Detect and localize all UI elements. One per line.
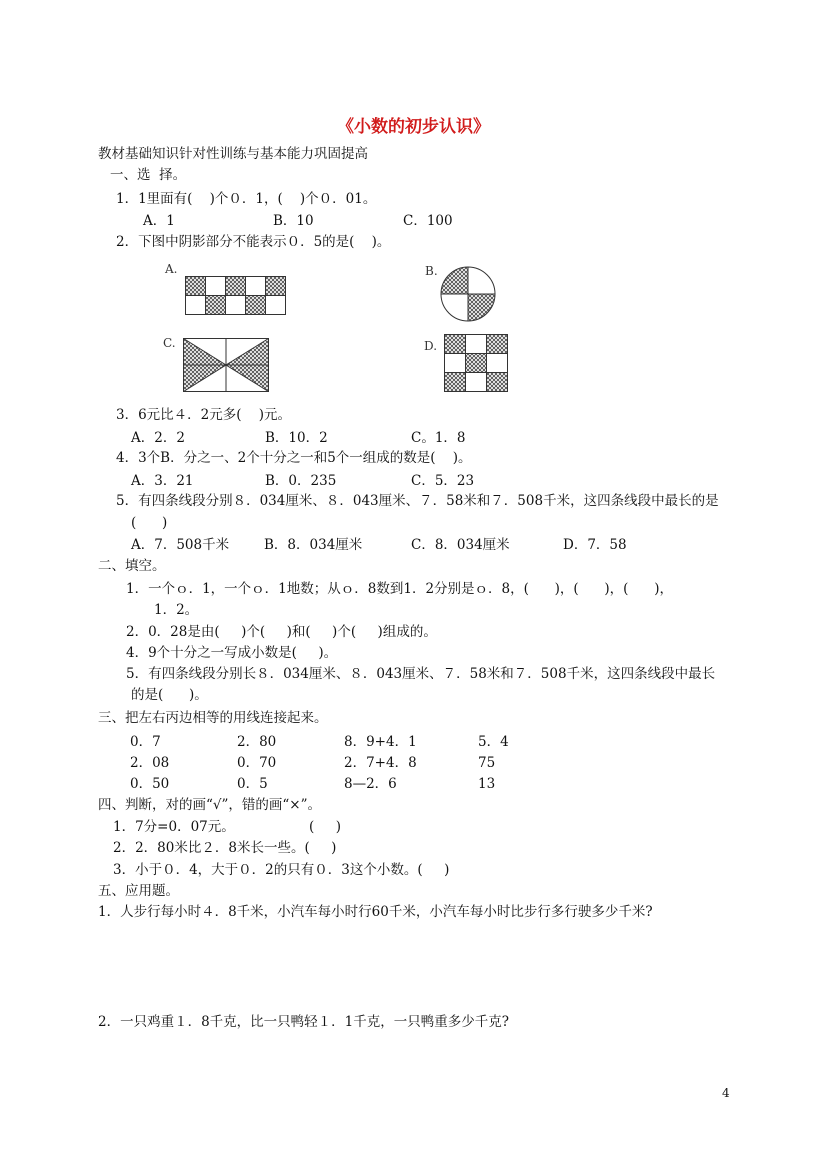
page-title: 《小数的初步认识》 xyxy=(337,117,490,137)
question-2-1-cont: 1．2。 xyxy=(154,602,199,618)
q1-1-option-c: C．100 xyxy=(403,213,453,229)
match-cell: 2．08 xyxy=(130,755,170,771)
question-1-5: 5．有四条线段分别８．034厘米、８．043厘米、７．58米和７．508千米，这四条线段中最长的是 xyxy=(116,493,719,509)
section1-heading: 一、选 择。 xyxy=(110,167,187,183)
match-cell: 8—2．6 xyxy=(344,776,397,792)
section5-heading: 五、应用题。 xyxy=(98,883,179,899)
q1-5-option-b: B．8．034厘米 xyxy=(264,537,363,553)
question-1-4: 4．3个B．分之一、2个十分之一和5个一组成的数是( )。 xyxy=(116,450,472,466)
match-cell: 0．5 xyxy=(237,776,268,792)
question-1-1: 1．1里面有( )个０．1，( )个０．01。 xyxy=(116,191,377,207)
match-cell: 0．50 xyxy=(130,776,170,792)
q1-3-option-b: B．10．2 xyxy=(265,430,328,446)
page-number: 4 xyxy=(722,1086,730,1100)
q1-1-option-b: B．10 xyxy=(273,213,314,229)
judge-item-2: 2．2．80米比２．8米长一些。( ) xyxy=(113,840,337,856)
match-cell: 2．80 xyxy=(237,734,277,750)
judge-item-3: 3．小于０．4，大于０．2的只有０．3这个小数。( ) xyxy=(113,862,450,878)
q1-5-option-d: D．7．58 xyxy=(563,537,627,553)
figure-d xyxy=(444,334,508,392)
match-cell: 8．9+4．1 xyxy=(344,734,417,750)
question-2-2: 2．0．28是由( )个( )和( )个( )组成的。 xyxy=(126,624,437,640)
q1-3-option-a: A．2．2 xyxy=(131,430,185,446)
q1-4-option-c: C．5．23 xyxy=(411,473,475,489)
figure-b-label: B. xyxy=(425,264,438,278)
figure-c-label: C. xyxy=(163,336,176,350)
subtitle: 教材基础知识针对性训练与基本能力巩固提高 xyxy=(98,146,368,162)
word-problem-2: 2．一只鸡重１．8千克，比一只鸭轻１．1千克，一只鸭重多少千克? xyxy=(98,1014,510,1030)
q1-3-option-c: C。1．8 xyxy=(411,430,466,446)
question-2-4: 4．9个十分之一写成小数是( )。 xyxy=(126,645,338,661)
match-cell: 5．4 xyxy=(478,734,509,750)
q1-4-option-a: A．3．21 xyxy=(131,473,194,489)
section2-heading: 二、填空。 xyxy=(98,558,166,574)
q1-5-option-a: A．7．508千米 xyxy=(131,537,230,553)
question-2-5-cont: 的是( )。 xyxy=(131,687,208,703)
judge-item-1: 1．7分=0．07元。 xyxy=(113,819,235,835)
question-1-2: 2．下图中阴影部分不能表示０．5的是( )。 xyxy=(116,234,391,250)
figure-d-label: D. xyxy=(424,339,438,353)
match-cell: 13 xyxy=(478,776,496,792)
question-1-5-blank: ( ) xyxy=(131,515,168,531)
match-cell: 2．7+4．8 xyxy=(344,755,417,771)
question-2-1: 1．一个ｏ．1，一个ｏ．1地数；从ｏ．8数到1．2分别是ｏ．8，( )，( )，( )， xyxy=(126,581,673,597)
q1-1-option-a: A．1 xyxy=(143,213,175,229)
figure-a xyxy=(185,276,287,316)
figure-a-label: A. xyxy=(165,262,178,276)
section3-heading: 三、把左右丙边相等的用线连接起来。 xyxy=(98,710,328,726)
q1-5-option-c: C．8．034厘米 xyxy=(411,537,510,553)
figure-b xyxy=(440,266,496,322)
question-1-3: 3．6元比４．2元多( )元。 xyxy=(116,407,291,423)
judge-item-1-blank: ( ) xyxy=(309,819,341,835)
figure-c xyxy=(183,338,269,392)
section4-heading: 四、判断，对的画“√”，错的画“×”。 xyxy=(98,797,322,813)
match-cell: 0．70 xyxy=(237,755,277,771)
q1-4-option-b: B．0．235 xyxy=(265,473,337,489)
match-cell: 0．7 xyxy=(130,734,161,750)
question-2-5: 5．有四条线段分别长８．034厘米、８．043厘米、７．58米和７．508千米，这四条线段中最长 xyxy=(126,666,716,682)
word-problem-1: 1．人步行每小时４．8千米，小汽车每小时行60千米，小汽车每小时比步行多行驶多少千米? xyxy=(98,904,653,920)
match-cell: 75 xyxy=(478,755,496,771)
